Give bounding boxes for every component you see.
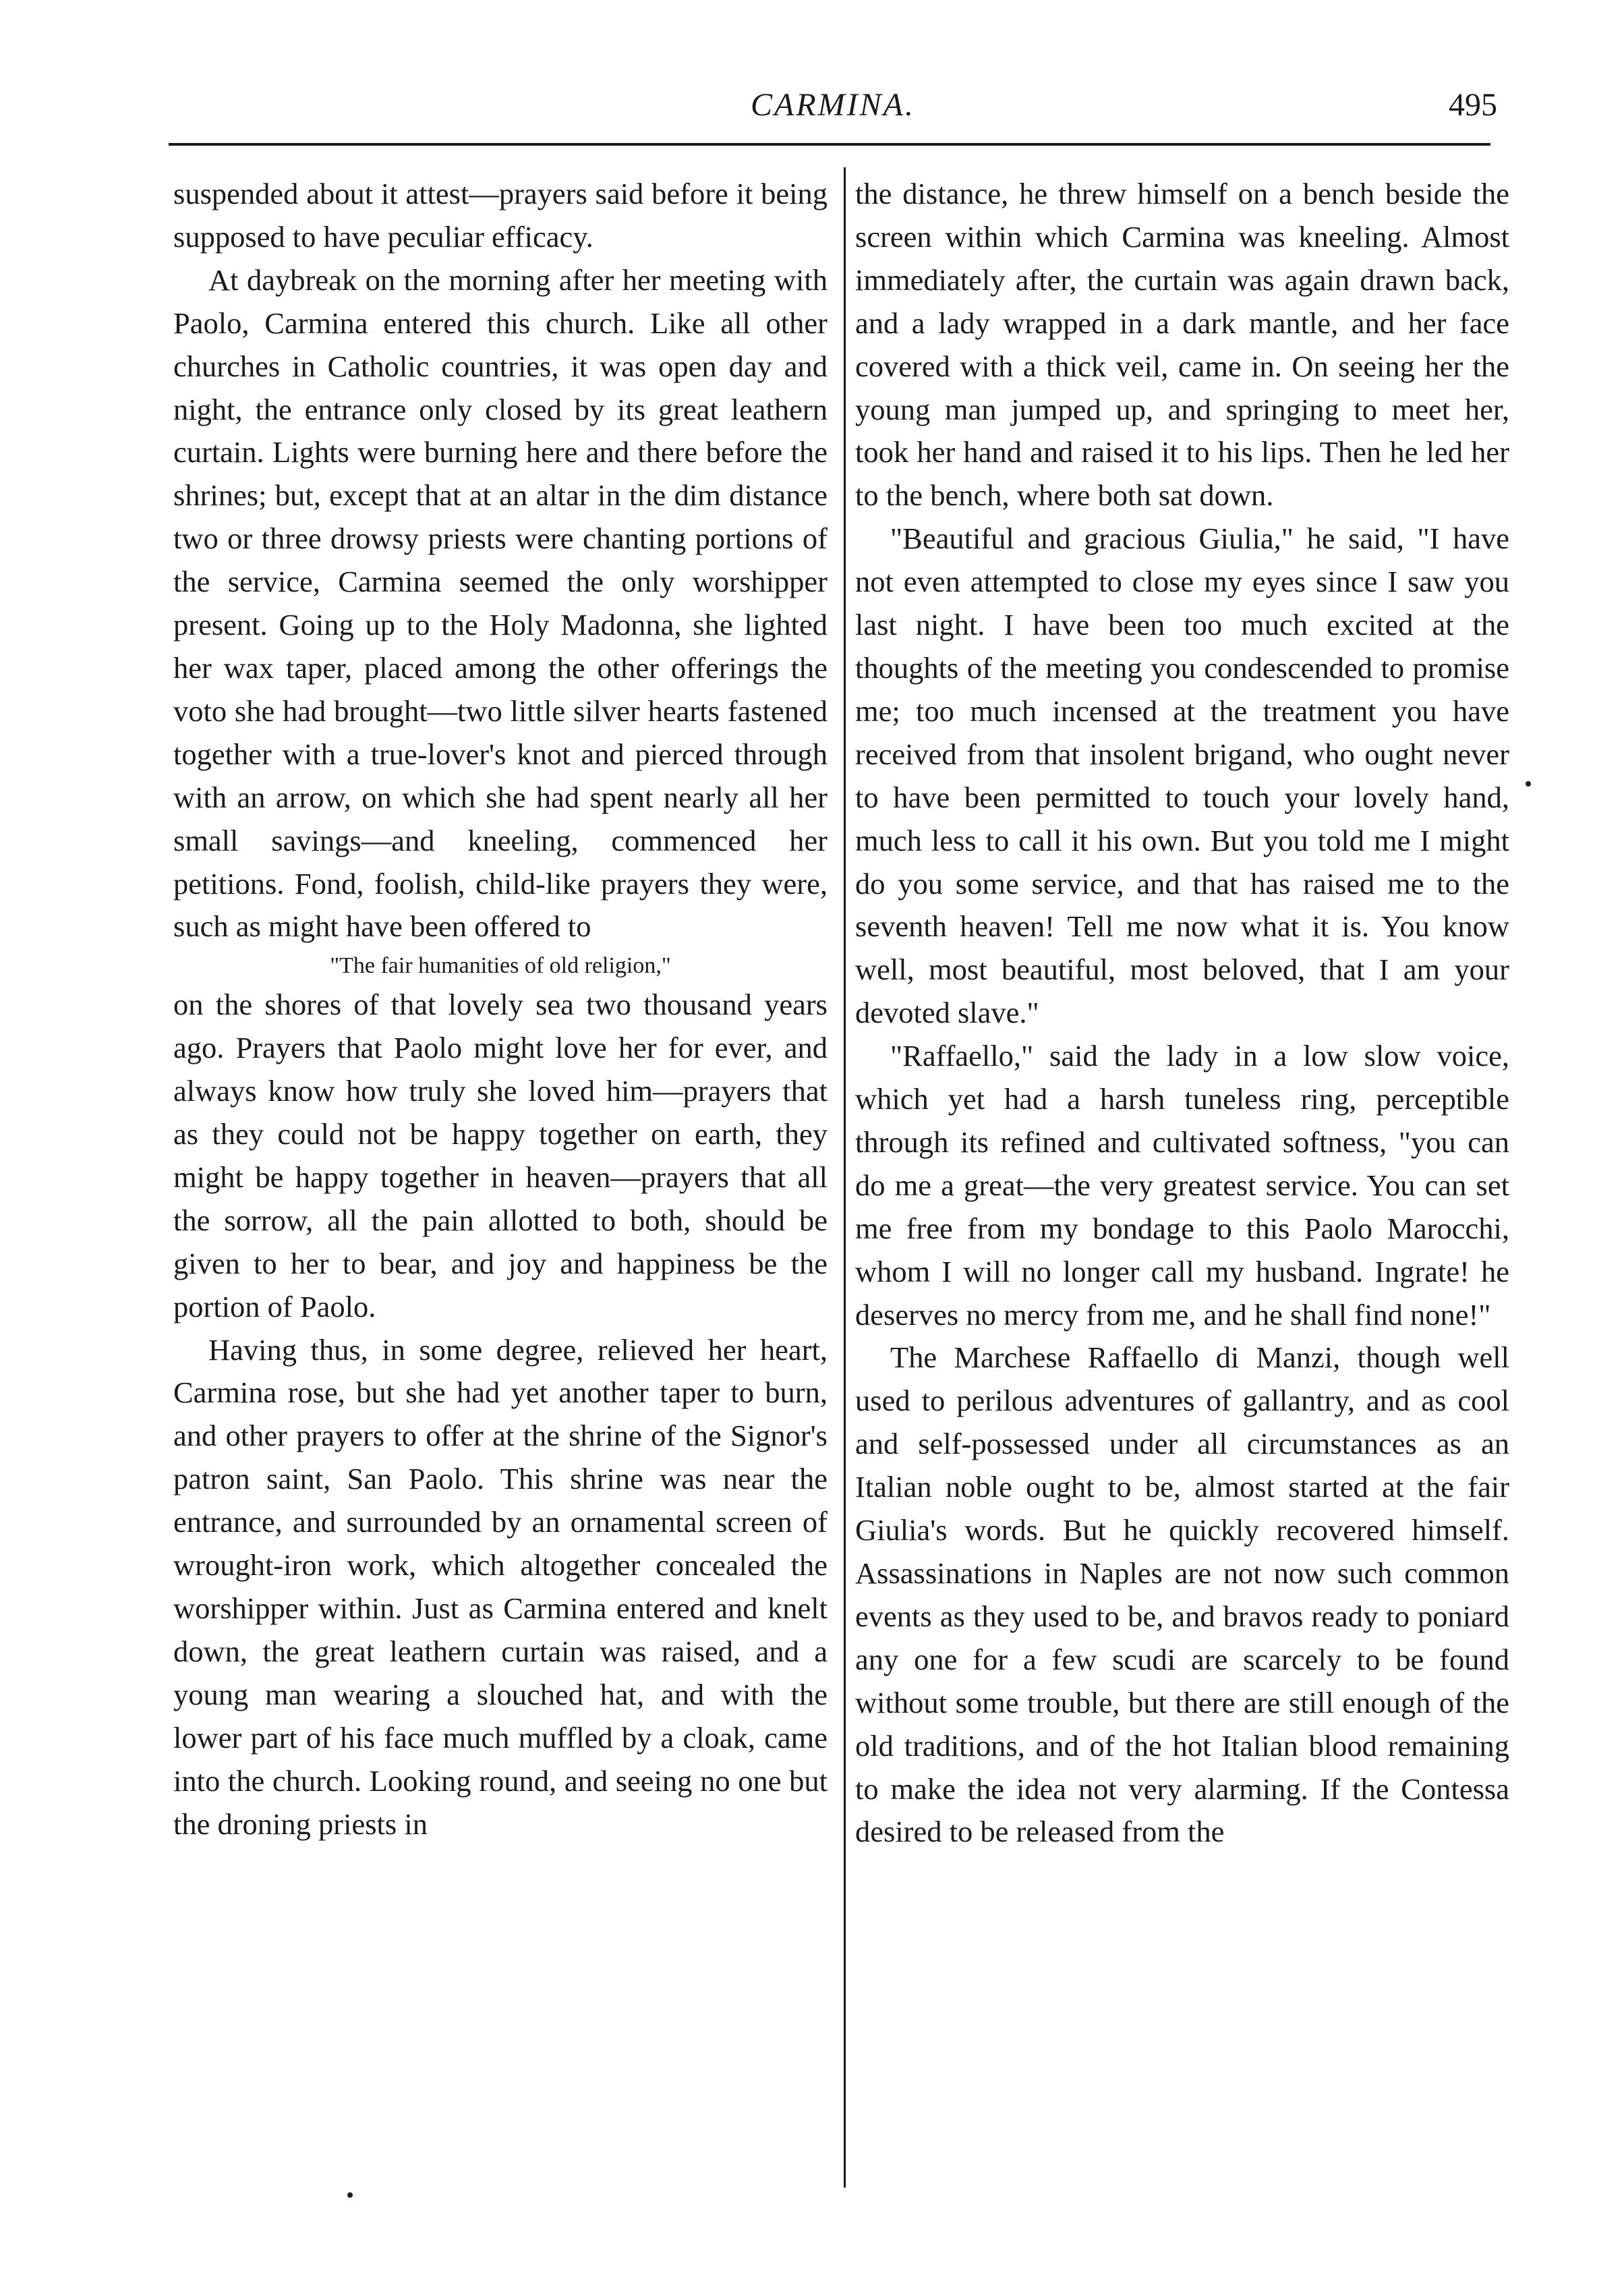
paragraph: "Beautiful and gracious Giulia," he said, "I have not even attempted to close my eyes since I saw you last night. I have been too much excited at the thoughts of the meeting you condescended to promise me; too much incensed at the treatment you have received from that insolent brigand, who ought never to have been permitted to touch your lovely hand, much less to call it his own. But you told me I might do you some service, and that has raised me to the seventh heaven! Tell me now what it is. You know well, most beautiful, most beloved, that I am your devoted slave." — [855, 521, 1509, 1030]
paragraph: At daybreak on the morning after her meeting with Paolo, Carmina entered this church. Like all other churches in Catholic countries, it was open day and night, the entrance only closed by its great leathern curtain. Lights were burning here and there before the shrines; but, except that at an altar in the dim distance two or three drowsy priests were chanting portions of the service, Carmina seemed the only worshipper present. Going up to the Holy Madonna, she lighted her wax taper, placed among the other offerings the voto she had brought—two little silver hearts fastened together with a true-lover's knot and pierced through with an arrow, on which she had spent nearly all her small savings—and kneeling, commenced her petitions. Fond, foolish, child-like prayers they were, such as might have been offered to — [173, 262, 828, 944]
paragraph: suspended about it attest—prayers said before it being supposed to have peculiar efficacy. — [173, 177, 828, 254]
left-column — [173, 173, 828, 1846]
column-divider — [844, 167, 846, 2188]
paragraph: on the shores of that lovely sea two thousand years ago. Prayers that Paolo might love her for ever, and always know how truly she loved him—prayers that as they could not be happy together on earth, they might be happy together in heaven—prayers that all the sorrow, all the pain allotted to both, should be given to her to bear, and joy and happiness be the portion of Paolo. — [173, 988, 828, 1323]
right-column — [855, 173, 1509, 1854]
ink-speck — [347, 2192, 353, 2198]
ink-speck — [1526, 781, 1531, 787]
paragraph: the distance, he threw himself on a bench beside the screen within which Carmina was kneeling. Almost immediately after, the curtain was again drawn back, and a lady wrapped in a dark mantle, and her face covered with a thick veil, came in. On seeing her the young man jumped up, and springing to meet her, took her hand and raised it to his lips. Then he led her to the bench, where both sat down. — [855, 177, 1509, 513]
header-rule — [169, 143, 1490, 146]
running-title: CARMINA. — [751, 87, 915, 123]
page-number: 495 — [1449, 87, 1497, 123]
paragraph: The Marchese Raffaello di Manzi, though well used to perilous adventures of gallantry, and as cool and self-possessed under all circumstances as an Italian noble ought to be, almost started at the fair Giulia's words. But he quickly recovered himself. Assassinations in Naples are not now such common events as they used to be, and bravos ready to poniard any one for a few scudi are scarcely to be found without some trouble, but there are still enough of the old traditions, and of the hot Italian blood remaining to make the idea not very alarming. If the Contessa desired to be released from the — [855, 1340, 1509, 1849]
block-quote: "The fair humanities of old religion," — [330, 953, 671, 979]
paragraph: "Raffaello," said the lady in a low slow voice, which yet had a harsh tuneless ring, perceptible through its refined and cultivated softness, "you can do me a great—the very greatest service. You can set me free from my bondage to this Paolo Marocchi, whom I will no longer call my husband. Ingrate! he deserves no mercy from me, and he shall find none!" — [855, 1039, 1509, 1332]
page-header — [169, 80, 1497, 140]
paragraph: Having thus, in some degree, relieved her heart, Carmina rose, but she had yet another taper to burn, and other prayers to offer at the shrine of the Signor's patron saint, San Paolo. This shrine was near the entrance, and surrounded by an ornamental screen of wrought-iron work, which altogether concealed the worshipper within. Just as Carmina entered and knelt down, the great leathern curtain was raised, and a young man wearing a slouched hat, and with the lower part of his face much muffled by a cloak, came into the church. Looking round, and seeing no one but the droning priests in — [173, 1332, 828, 1841]
